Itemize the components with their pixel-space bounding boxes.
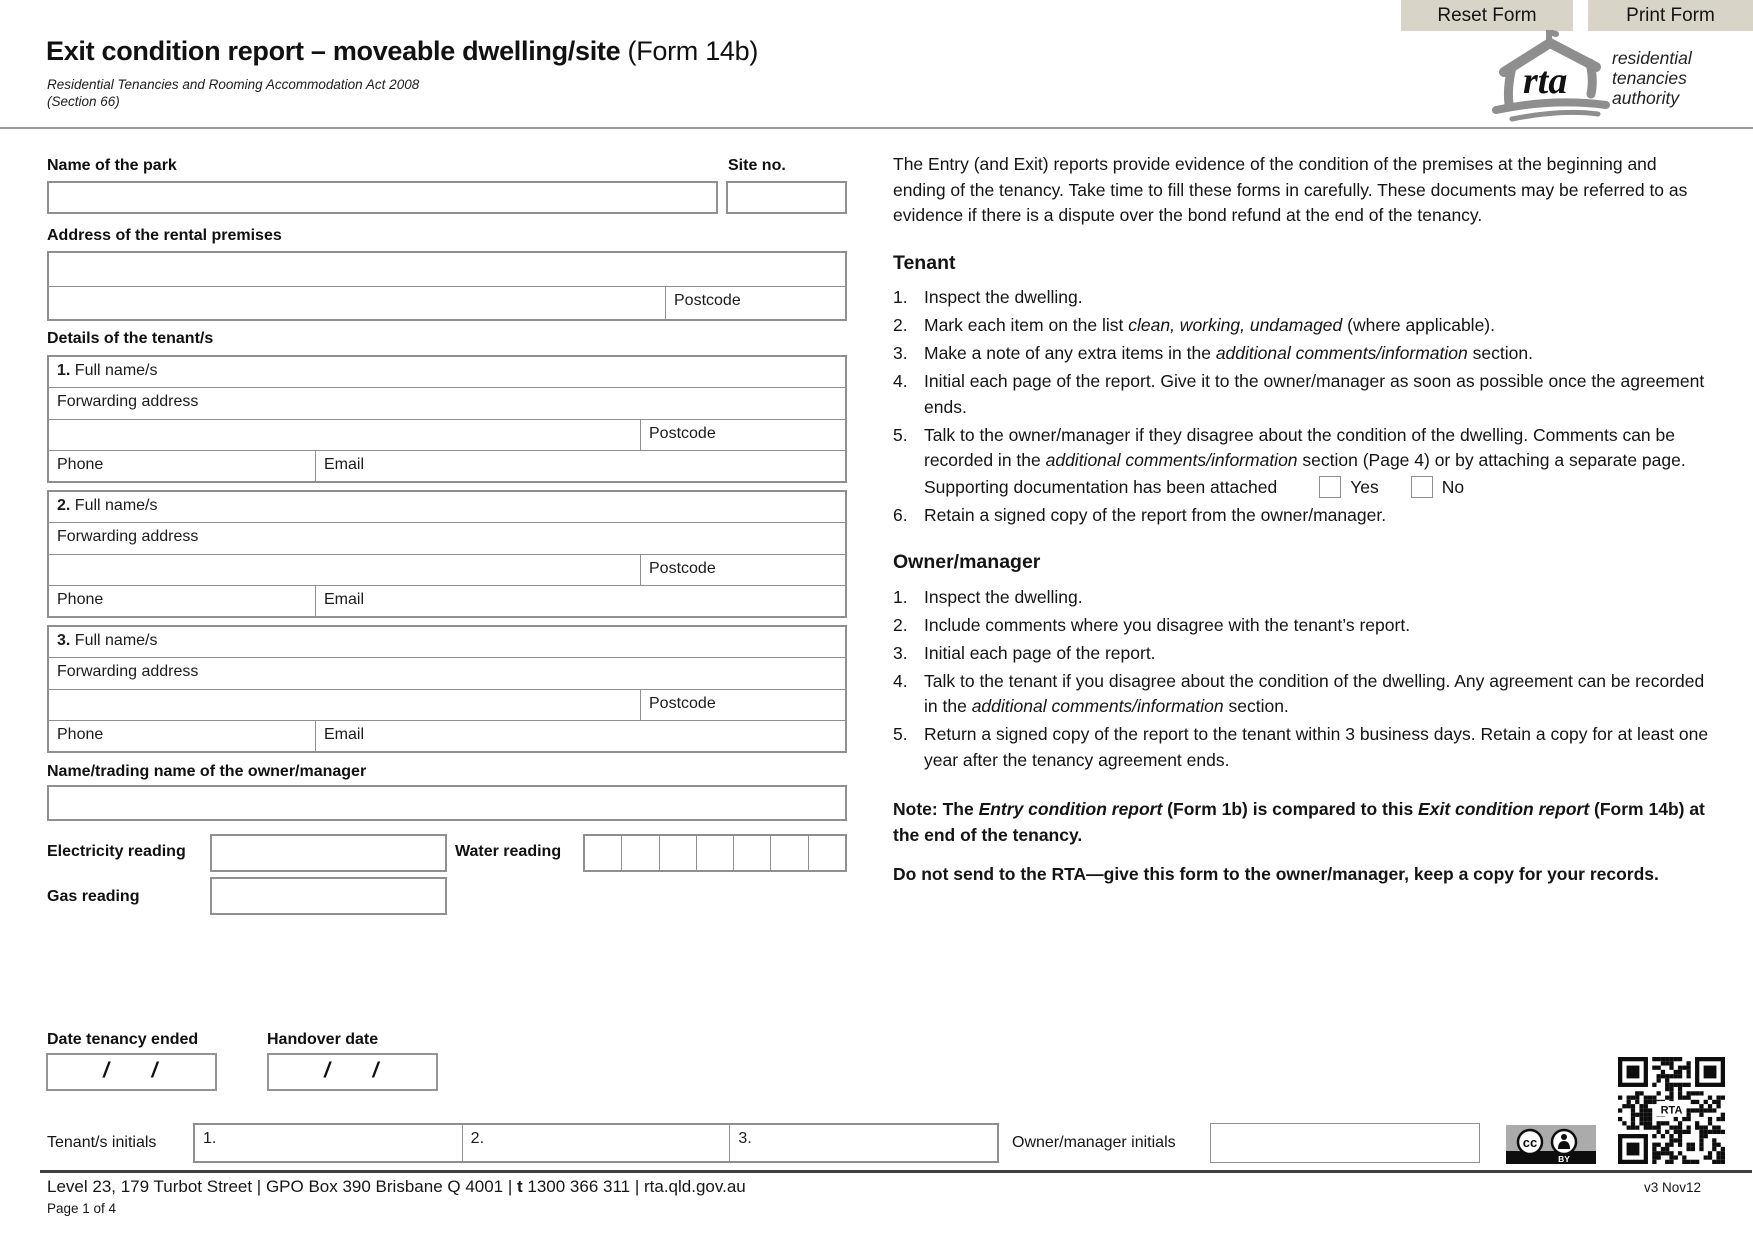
full-name-label: Full name/s <box>74 632 158 649</box>
initials-cell-2[interactable] <box>462 1125 730 1161</box>
tenant-instruction-item: 5. Talk to the owner/manager if they disagree about the condition of the dwelling. Comments can be recorded in the additional comments/information section (Page 4) or by attaching a separate page. Supporting documentation has been attached Yes No <box>893 423 1711 501</box>
email-field[interactable] <box>315 586 845 616</box>
phone-email-row <box>49 585 845 616</box>
date-ended-input[interactable] <box>46 1053 217 1091</box>
owner-initials-label: Owner/manager initials <box>1012 1134 1176 1151</box>
no-label: No <box>1441 476 1465 497</box>
postcode-label: Postcode <box>649 694 716 712</box>
instructions-panel <box>893 152 1711 888</box>
tenants-heading: Details of the tenant/s <box>47 330 214 347</box>
page-title: Exit condition report – moveable dwelling/site (Form 14b) <box>46 36 759 66</box>
forwarding-address-field[interactable] <box>49 657 845 688</box>
rta-house-icon <box>1490 30 1615 122</box>
cc-label: cc <box>1522 1135 1538 1150</box>
yes-label: Yes <box>1350 476 1379 497</box>
attach-line-label: Supporting documentation has been attached <box>924 476 1278 497</box>
tenant-number: 2. <box>57 497 71 514</box>
date-slash: / <box>372 1059 379 1082</box>
water-label: Water reading <box>455 843 562 860</box>
forwarding-line2-field[interactable] <box>49 689 845 720</box>
header-divider <box>0 127 1753 129</box>
owner-instruction-list <box>893 585 1711 774</box>
cc-by-license-icon <box>1506 1125 1596 1164</box>
postcode-label: Postcode <box>649 424 716 442</box>
handover-label: Handover date <box>267 1031 379 1048</box>
tenant-instruction-list <box>893 285 1711 528</box>
park-name-label: Name of the park <box>47 157 177 174</box>
date-ended-label: Date tenancy ended <box>47 1031 199 1048</box>
forwarding-line2-field[interactable] <box>49 554 845 585</box>
gas-label: Gas reading <box>47 888 140 905</box>
email-label: Email <box>324 455 365 473</box>
water-cell[interactable] <box>621 836 658 870</box>
full-name-field[interactable] <box>49 492 845 522</box>
tenant-postcode-field[interactable] <box>640 690 845 720</box>
initials-cell-1[interactable] <box>195 1125 462 1161</box>
owner-instruction-item: 5. Return a signed copy of the report to the tenant within 3 business days. Retain a copy for at least one year after the tenancy agreement ends. <box>893 724 1709 770</box>
postcode-label: Postcode <box>674 291 741 309</box>
section-line: (Section 66) <box>47 94 120 109</box>
forwarding-label: Forwarding address <box>57 663 199 681</box>
reset-form-button[interactable]: Reset Form <box>1401 0 1573 31</box>
handover-input[interactable] <box>267 1053 438 1091</box>
initials-cell-3[interactable] <box>729 1125 997 1161</box>
owner-name-label: Name/trading name of the owner/manager <box>47 763 367 780</box>
electricity-label: Electricity reading <box>47 843 186 860</box>
rta-tagline: residential tenancies authority <box>1612 48 1692 108</box>
initials-cell-number: 1. <box>203 1130 217 1147</box>
site-no-label: Site no. <box>728 157 786 174</box>
form-subtitle <box>47 76 419 110</box>
footer-address: Level 23, 179 Turbot Street | GPO Box 390 Brisbane Q 4001 | t 1300 366 311 | rta.qld.gov.au <box>47 1177 746 1196</box>
address-label: Address of the rental premises <box>47 227 282 244</box>
forwarding-label: Forwarding address <box>57 393 199 411</box>
version-label: v3 Nov12 <box>1644 1180 1702 1195</box>
owner-initials-input[interactable] <box>1210 1123 1480 1163</box>
water-reading-cells[interactable] <box>583 834 847 872</box>
initials-cell-number: 2. <box>470 1130 485 1147</box>
site-no-input[interactable] <box>726 181 847 214</box>
phone-label: Phone <box>57 725 104 743</box>
do-not-send-paragraph: Do not send to the RTA—give this form to the owner/manager, keep a copy for your records. <box>893 864 1659 884</box>
email-label: Email <box>324 590 365 608</box>
water-cell[interactable] <box>770 836 807 870</box>
by-label: BY <box>1558 1154 1570 1164</box>
electricity-input[interactable] <box>210 834 447 872</box>
owner-instruction-item: 4. Talk to the tenant if you disagree about the condition of the dwelling. Any agreement can be recorded in the additional comments/information section. <box>893 670 1705 716</box>
phone-label: Phone <box>57 590 104 608</box>
tenant-number: 3. <box>57 632 71 649</box>
qr-center-label: RTA <box>1660 1104 1683 1117</box>
note-paragraph: Note: The Entry condition report (Form 1b) is compared to this Exit condition report (Form 14b) at the end of the tenancy. <box>893 799 1705 845</box>
owner-name-input[interactable] <box>47 785 847 821</box>
rta-logo-text: rta <box>1523 60 1568 102</box>
water-cell[interactable] <box>733 836 770 870</box>
no-checkbox[interactable] <box>1411 476 1433 498</box>
footer-divider <box>40 1170 1752 1173</box>
yes-checkbox[interactable] <box>1319 476 1341 498</box>
full-name-label: Full name/s <box>74 362 158 379</box>
owner-instruction-item: 3. Initial each page of the report. <box>893 642 1156 663</box>
phone-email-row <box>49 720 845 751</box>
owner-section-heading: Owner/manager <box>893 551 1041 573</box>
date-slash: / <box>151 1059 158 1082</box>
tenant-postcode-field[interactable] <box>640 420 845 450</box>
address-line2-field[interactable] <box>49 286 845 320</box>
date-slash: / <box>324 1059 330 1082</box>
phone-t: t <box>517 1177 523 1196</box>
water-cell[interactable] <box>808 836 845 870</box>
address-line1-field[interactable] <box>49 253 845 286</box>
water-cell[interactable] <box>585 836 621 870</box>
water-cell[interactable] <box>696 836 733 870</box>
print-form-button[interactable]: Print Form <box>1588 0 1753 31</box>
email-field[interactable] <box>315 721 845 751</box>
tenant-block-2 <box>47 490 847 618</box>
tenant-block-3 <box>47 625 847 753</box>
tenant-initials-label: Tenant/s initials <box>47 1134 157 1151</box>
email-field[interactable] <box>315 451 845 481</box>
postcode-label: Postcode <box>649 559 716 577</box>
tenant-instruction-item: 1. Inspect the dwelling. <box>893 287 1083 307</box>
forwarding-address-field[interactable] <box>49 522 845 553</box>
act-line: Residential Tenancies and Rooming Accommodation Act 2008 <box>47 77 420 92</box>
rta-logo <box>1490 30 1615 122</box>
email-label: Email <box>324 725 365 743</box>
qr-code-icon <box>1618 1057 1725 1164</box>
tenant-number: 1. <box>57 362 71 379</box>
full-name-label: Full name/s <box>74 497 158 514</box>
gas-input[interactable] <box>210 877 447 915</box>
tenant-instruction-item: 4. Initial each page of the report. Give it to the owner/manager as soon as possible once the agreement ends. <box>893 371 1705 417</box>
forwarding-address-field[interactable] <box>49 387 845 418</box>
address-postcode-field[interactable] <box>665 287 845 320</box>
date-slash: / <box>103 1059 109 1082</box>
phone-email-row <box>49 450 845 481</box>
tenant-instruction-item: 3. Make a note of any extra items in the additional comments/information section. <box>893 343 1533 363</box>
forwarding-label: Forwarding address <box>57 528 199 546</box>
tenant-postcode-field[interactable] <box>640 555 845 585</box>
tenant-instruction-item: 6. Retain a signed copy of the report from the owner/manager. <box>893 504 1387 525</box>
full-name-field[interactable] <box>49 357 845 387</box>
phone-label: Phone <box>57 455 104 473</box>
tenant-initials-box <box>193 1123 999 1163</box>
address-table <box>47 251 847 321</box>
park-name-input[interactable] <box>47 181 718 214</box>
intro-paragraph: The Entry (and Exit) reports provide evidence of the condition of the premises at the beginning and ending of the tenancy. Take time to fill these forms in carefully. These documents may be referred to as evidence if there is a dispute over the bond refund at the end of the tenancy. <box>893 154 1688 225</box>
tenant-block-1 <box>47 355 847 483</box>
page-number: Page 1 of 4 <box>47 1201 117 1216</box>
supporting-docs-row <box>924 475 1711 501</box>
water-cell[interactable] <box>659 836 696 870</box>
full-name-field[interactable] <box>49 627 845 657</box>
tenant-section-heading: Tenant <box>893 251 956 274</box>
tenant-instruction-item: 2. Mark each item on the list clean, working, undamaged (where applicable). <box>893 315 1495 335</box>
owner-instruction-item: 1. Inspect the dwelling. <box>893 586 1083 607</box>
owner-instruction-item: 2. Include comments where you disagree with the tenant’s report. <box>893 614 1411 635</box>
forwarding-line2-field[interactable] <box>49 419 845 450</box>
initials-cell-number: 3. <box>738 1130 752 1147</box>
